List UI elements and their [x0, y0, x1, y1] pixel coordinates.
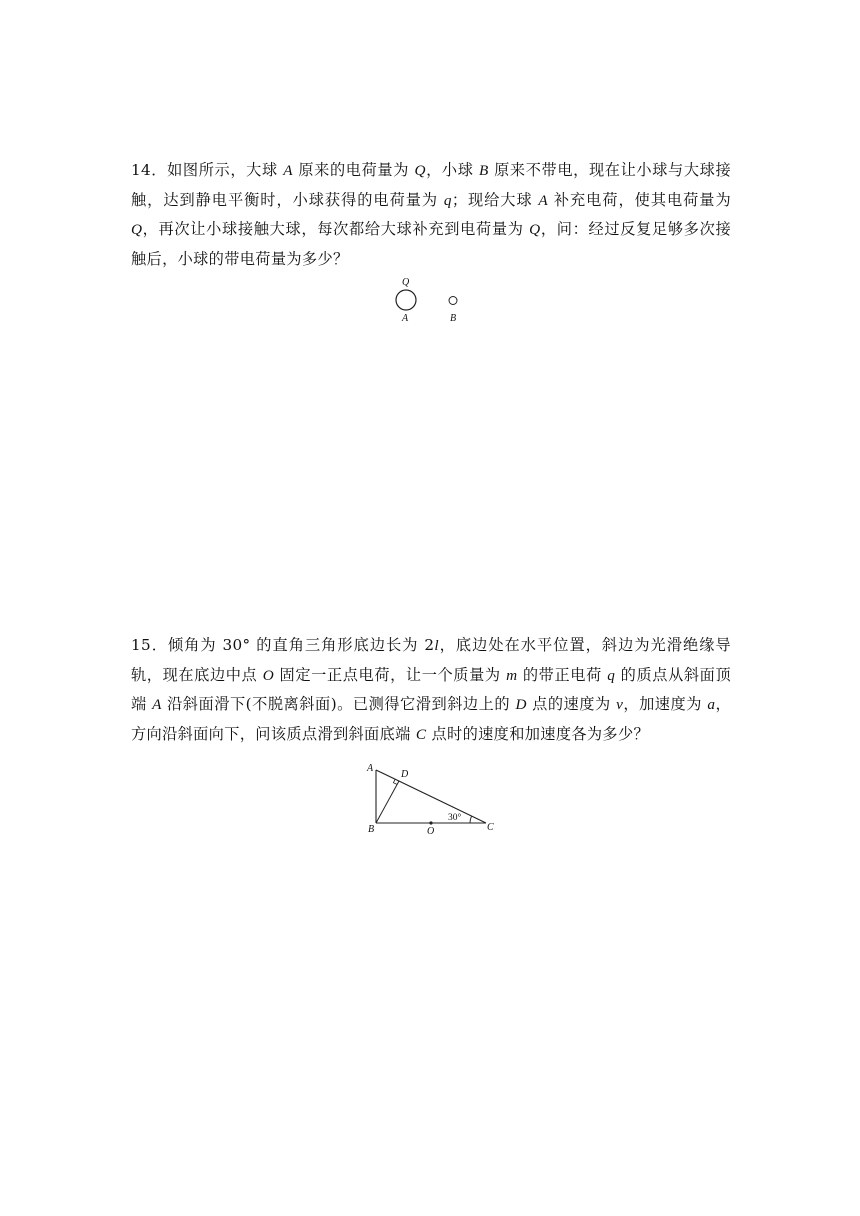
text-segment: 原来不带电，现在让小球与大球接触，达到静电平衡时，小球获得的电荷量为 — [131, 161, 731, 209]
label-a: A — [367, 763, 374, 774]
label-b: B — [368, 824, 375, 835]
sphere-a — [396, 290, 416, 310]
hypotenuse-ac — [376, 770, 486, 823]
text-segment: ，底边处在水平位置，斜边为光滑绝缘导轨，现在底边中点 — [131, 636, 731, 684]
text-segment: 固定一正点电荷，让一个质量为 — [274, 665, 507, 684]
problem-15 — [131, 631, 731, 749]
problem-number: 14． — [131, 161, 168, 179]
math-variable: a — [707, 696, 716, 713]
math-variable: Q — [131, 221, 143, 238]
math-variable: A — [152, 696, 162, 713]
math-variable: A — [283, 162, 293, 179]
charge-label-q: Q — [402, 277, 410, 288]
label-o: O — [427, 826, 435, 836]
text-segment: 原来的电荷量为 — [292, 161, 415, 179]
math-variable: C — [415, 725, 427, 743]
text-segment: 倾角为 30° 的直角三角形底边长为 2 — [167, 636, 435, 654]
math-variable: B — [479, 162, 489, 179]
math-variable: q — [443, 191, 452, 209]
sphere-b-label: B — [450, 313, 457, 324]
triangle-diagram — [360, 760, 500, 836]
text-segment: 如图所示，大球 — [167, 161, 284, 179]
spheres-diagram — [388, 274, 478, 328]
text-segment: 的质点从斜面顶端 — [131, 665, 731, 713]
math-variable: q — [607, 666, 616, 684]
segment-bd — [376, 781, 399, 823]
text-segment: 补充电荷，使其电荷量为 — [548, 190, 732, 209]
problem-text — [131, 636, 731, 743]
math-variable: Q — [414, 162, 426, 179]
problem-text — [131, 161, 731, 268]
math-variable: Q — [529, 221, 541, 238]
problem-number: 15． — [131, 636, 168, 654]
math-variable: D — [515, 696, 527, 713]
text-segment: ，加速度为 — [623, 695, 708, 713]
text-segment: ；现给大球 — [451, 190, 539, 209]
text-segment: ，再次让小球接触大球，每次都给大球补充到电荷量为 — [142, 220, 530, 238]
math-variable: v — [616, 696, 624, 713]
text-segment: ，方向沿斜面向下，问该质点滑到斜面底端 — [131, 695, 731, 743]
math-variable: O — [262, 666, 275, 684]
math-variable: m — [506, 666, 518, 684]
sphere-b — [449, 297, 457, 305]
problem-14 — [131, 156, 731, 273]
incline-triangle-figure — [360, 760, 500, 836]
math-variable: l — [434, 637, 439, 654]
text-segment: ，小球 — [425, 161, 479, 179]
label-d: D — [401, 769, 409, 780]
text-segment: ，问：经过反复足够多次接触后，小球的带电荷量为多少？ — [131, 220, 731, 268]
text-segment: 点时的速度和加速度各为多少？ — [426, 724, 650, 743]
text-segment: 沿斜面滑下(不脱离斜面)。已测得它滑到斜边上的 — [161, 695, 516, 713]
angle-arc — [470, 816, 472, 823]
math-variable: A — [538, 191, 549, 209]
angle-label: 30° — [448, 813, 462, 823]
point-o — [429, 821, 432, 824]
charged-spheres-figure — [388, 274, 478, 328]
text-segment: 点的速度为 — [526, 695, 617, 713]
sphere-a-label: A — [402, 313, 409, 324]
text-segment: 的带正电荷 — [517, 665, 608, 684]
label-c: C — [487, 822, 494, 833]
